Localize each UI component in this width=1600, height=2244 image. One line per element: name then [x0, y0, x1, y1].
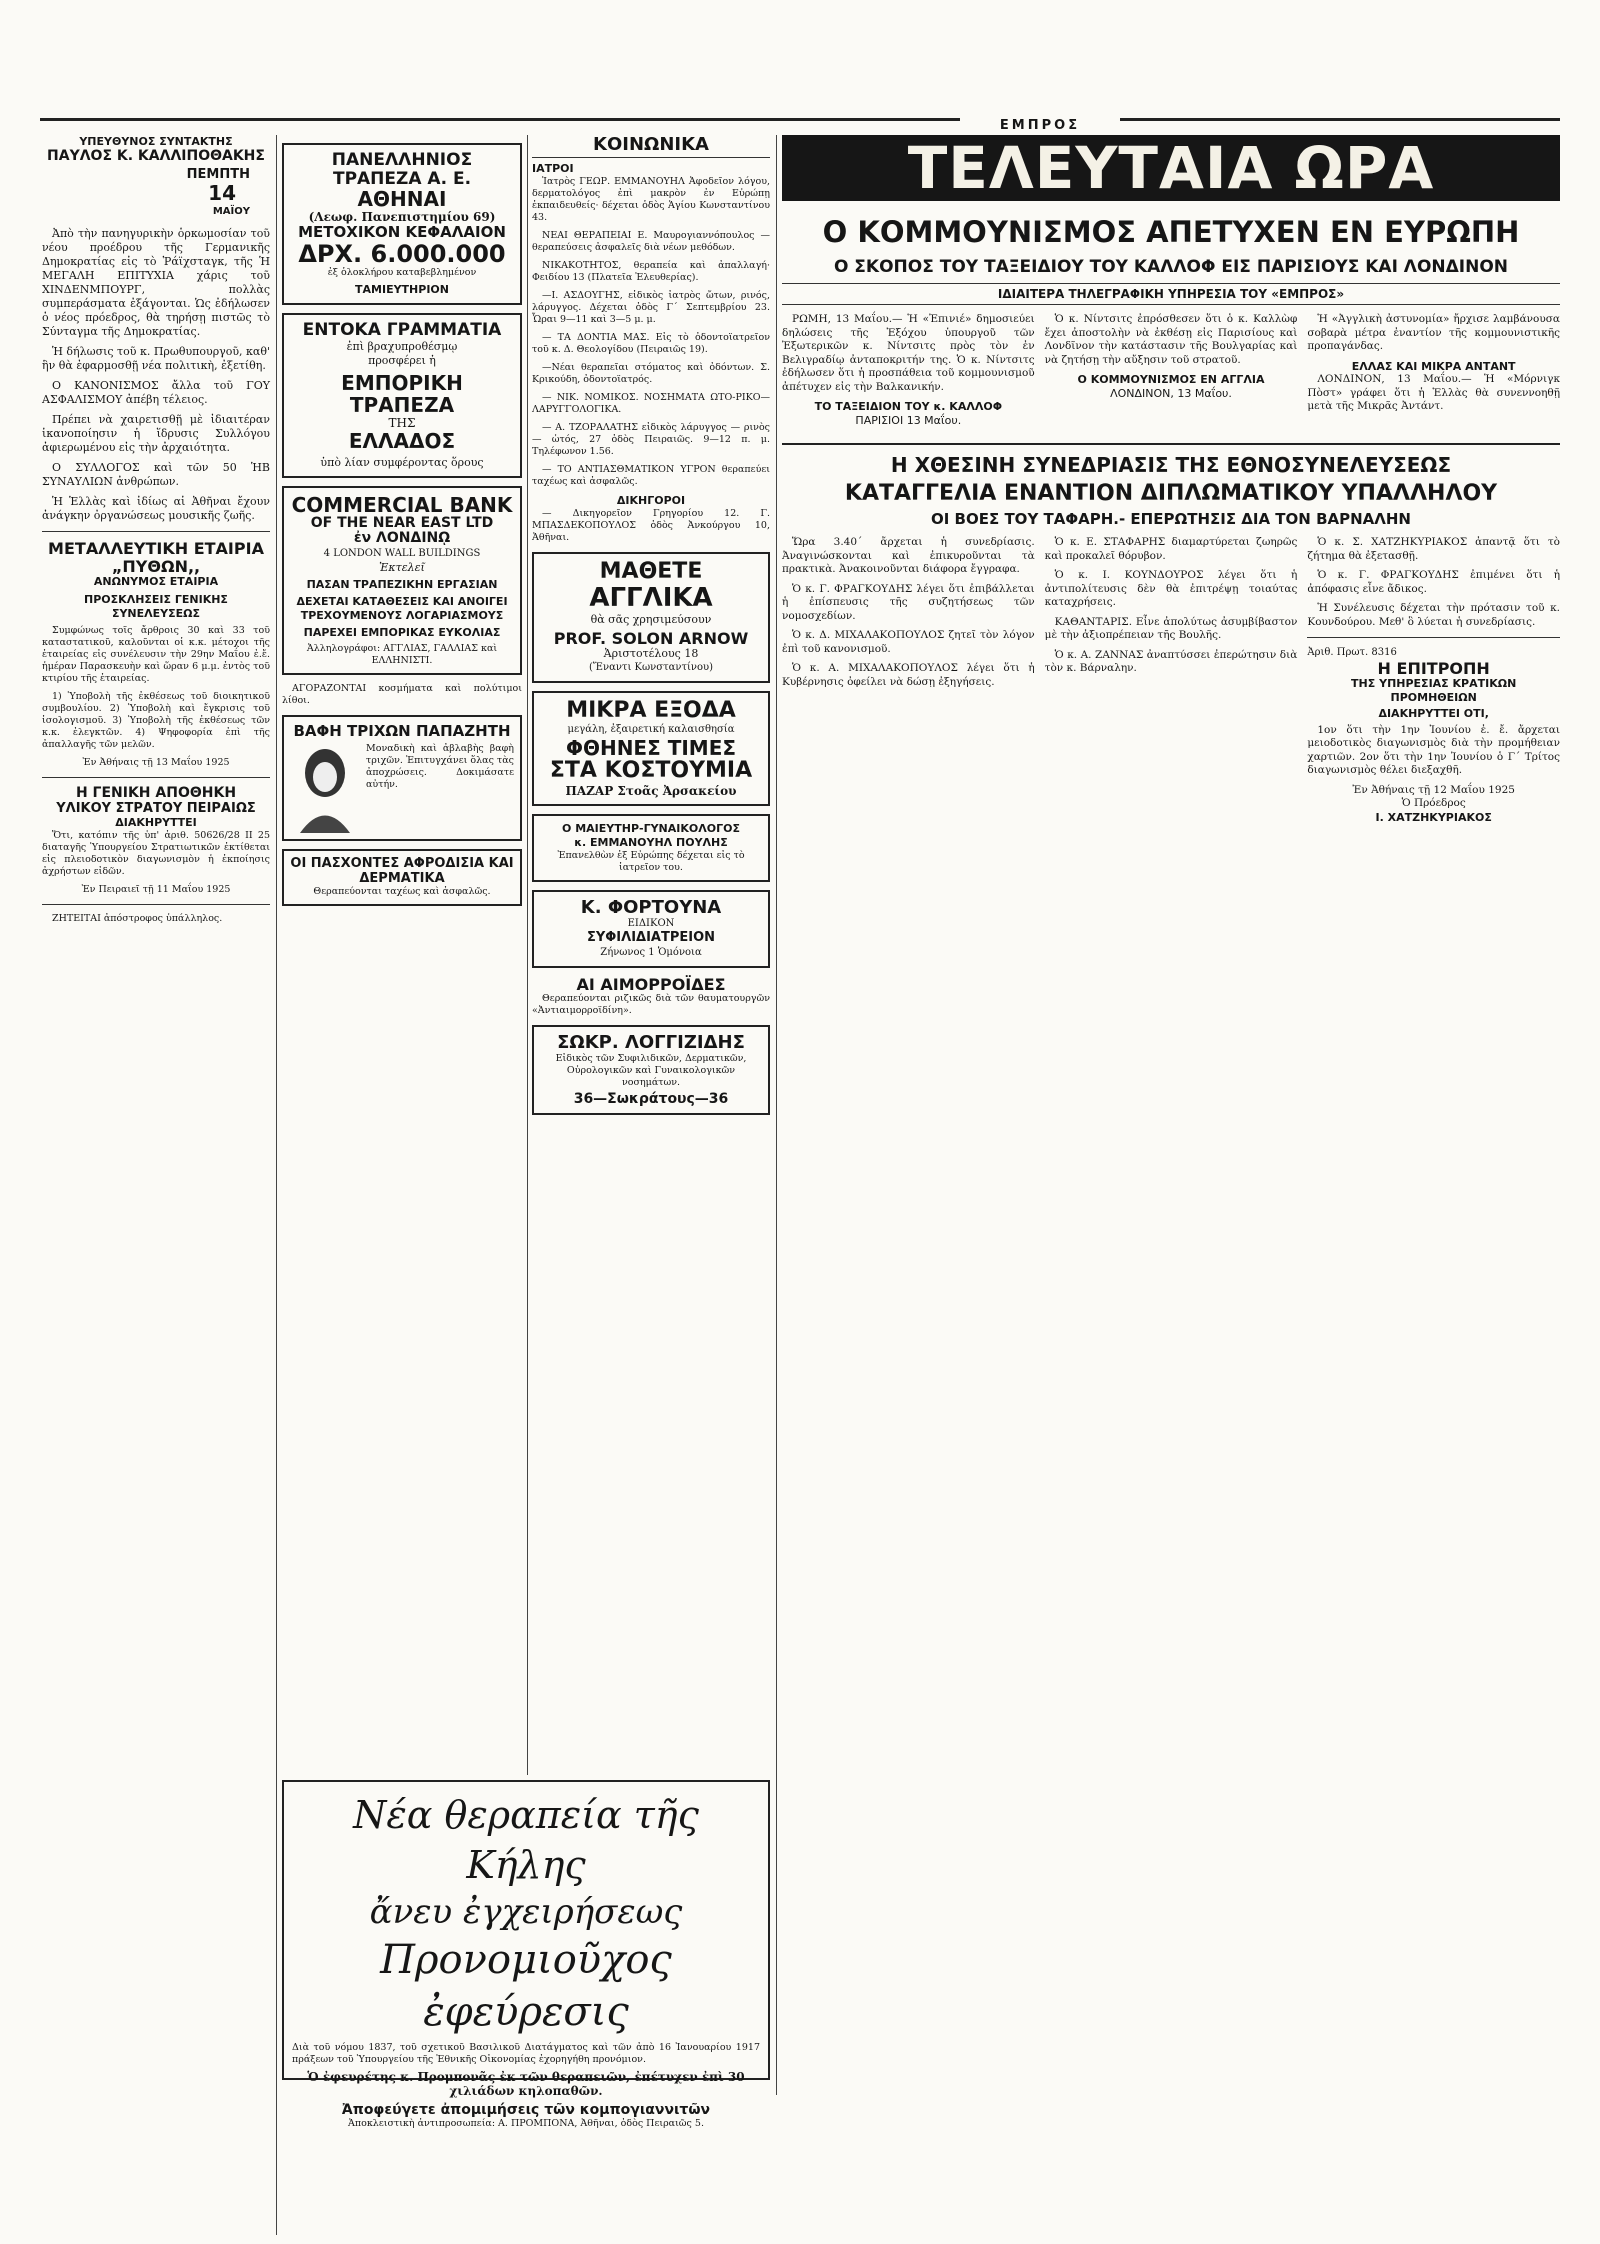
doctor-listing: ΝΕΑΙ ΘΕΡΑΠΕΙΑΙ Ε. Μαυρογιαννόπουλος — θεραπεύσεις ἀσφαλεῖς διὰ νέων μεθόδων. — [532, 229, 770, 253]
dispatch-text: ΛΟΝΔΙΝΟΝ, 13 Μαΐου.— Ἡ «Μόρνιγκ Πὸστ» γράφει ὅτι ἡ Ἑλλὰς θὰ συνεννοηθῇ μετὰ τῆς Μικρᾶς Ἀντάντ. — [1307, 373, 1561, 412]
depot-subtitle: ΥΛΙΚΟΥ ΣΤΡΑΤΟΥ ΠΕΙΡΑΙΩΣ — [56, 800, 256, 816]
bank-address: (Λεωφ. Πανεπιστημίου 69) — [308, 210, 496, 225]
fortouna-ad — [532, 890, 770, 968]
paragraph: Ο ΣΥΛΛΟΓΟΣ καὶ τῶν 50 ἩΒ ΣΥΝΑΥΛΙΩΝ ἀνθρώπων. — [42, 461, 270, 488]
ad-line: ἐπὶ βραχυπροθέσμῳ — [346, 339, 458, 353]
commercial-bank-greece-ad — [282, 313, 522, 478]
paragraph: Ἡ Ἑλλὰς καὶ ἰδίως αἱ Ἀθῆναι ἔχουν ἀνάγκην ὀργανώσεως μουσικῆς ζωῆς. — [42, 495, 270, 522]
ad-text: Εἰδικὸς τῶν Συφιλιδικῶν, Δερματικῶν, Οὐρολογικῶν καὶ Γυναικολογικῶν νοσημάτων. — [555, 1053, 747, 1089]
bank-subtitle: OF THE NEAR EAST LTD — [310, 514, 494, 531]
main-headline: Ο ΚΟΜΜΟΥΝΙΣΜΟΣ ΑΠΕΤΥΧΕΝ ΕΝ ΕΥΡΩΠΗ — [822, 215, 1520, 249]
editor-name: ΠΑΥΛΟΣ Κ. ΚΑΛΛΙΠΟΘΑΚΗΣ — [47, 148, 265, 164]
column-1 — [42, 135, 270, 2235]
commercial-bank-near-east-ad — [282, 486, 522, 675]
session-paragraph: Ὥρα 3.40΄ ἄρχεται ἡ συνεδρίασις. Ἀναγινώσκονται καὶ ἐπικυροῦνται τὰ πρακτικὰ. Ἀνακοινοῦνται διάφορα ἔγγραφα. — [782, 536, 1035, 575]
ad-line: μεγάλη, ἐξαιρετική καλαισθησία — [567, 724, 735, 736]
ad-title: Ο ΜΑΙΕΥΤΗΡ-ΓΥΝΑΙΚΟΛΟΓΟΣ — [562, 821, 740, 835]
bank-city: ἐν ΛΟΝΔΙΝῼ — [353, 530, 451, 547]
ad-text: Ἐπανελθὼν ἐξ Εὐρώπης δέχεται εἰς τὸ ἰατρεῖον του. — [557, 849, 745, 873]
doctor-listing: — ΤΟ ΑΝΤΙΑΣΘΜΑΤΙΚΟΝ ΥΓΡΟΝ θεραπεύει ταχέως καὶ ἀσφαλῶς. — [532, 463, 770, 487]
lawyer-listing: — Δικηγορεῖον Γρηγορίου 12. Γ. ΜΠΑΣΔΕΚΟΠΟΥΛΟΣ ὁδὸς Ἀνκούργου 10, Ἀθῆναι. — [532, 507, 770, 543]
sub-headline: Ο ΣΚΟΠΟΣ ΤΟΥ ΤΑΞΕΙΔΙΟΥ ΤΟΥ ΚΑΛΛΟΦ ΕΙΣ ΠΑΡΙΣΙΟΥΣ ΚΑΙ ΛΟΝΔΙΝΟΝ — [833, 257, 1509, 277]
session-paragraph: Ὁ κ. Ι. ΚΟΥΝΔΟΥΡΟΣ λέγει ὅτι ἡ ἀντιπολίτευσις δὲν θὰ ἐπιτρέψῃ τοιαύτας καταχρήσεις. — [1044, 569, 1298, 608]
classified-note: ΖΗΤΕΙΤΑΙ ἀπόστροφος ὑπάλληλος. — [52, 912, 223, 924]
ad-line: ΣΤΑ ΚΟΣΤΟΥΜΙΑ — [549, 758, 753, 784]
session-subheadline-2: ΟΙ ΒΟΕΣ ΤΟΥ ΤΑΦΑΡΗ.- ΕΠΕΡΩΤΗΣΙΣ ΔΙΑ ΤΟΝ ΒΑΡΝΑΛΗΝ — [931, 510, 1411, 528]
ad-headline: Νέα θεραπεία τῆς Κήλης — [353, 1793, 699, 1887]
telegraph-service: ΙΔΙΑΙΤΕΡΑ ΤΗΛΕΓΡΑΦΙΚΗ ΥΠΗΡΕΣΙΑ ΤΟΥ «ΕΜΠΡΟΣ» — [782, 283, 1560, 305]
ad-address: Ζήνωνος 1 Ὁμόνοια — [600, 946, 702, 958]
dispatch-heading: ΕΛΛΑΣ ΚΑΙ ΜΙΚΡΑ ΑΝΤΑΝΤ — [1351, 359, 1516, 373]
latest-news-section — [782, 135, 1560, 2095]
masthead-rule — [40, 118, 1560, 121]
dispatch-dateline: ΠΑΡΙΣΙΟΙ 13 Μαΐου. — [855, 413, 962, 427]
ad-line: θὰ σᾶς χρησιμεύσουν — [590, 612, 712, 626]
dermatology-ad — [282, 849, 522, 906]
ad-text: Μοναδικὴ καὶ ἀβλαβὴς βαφὴ τριχῶν. Ἐπιτυγχάνει ὅλας τὰς ἀποχρώσεις. Δοκιμάσατε αὐτήν. — [366, 743, 514, 791]
ad-contact: Ἀποκλειστικὴ ἀντιπροσωπεία: Α. ΠΡΟΜΠΟΝΑ, Ἀθῆναι, ὁδὸς Πειραιῶς 5. — [348, 2118, 704, 2129]
announcement-number: Ἀριθ. Πρωτ. 8316 — [1307, 647, 1397, 658]
bank-country: ΕΛΛΑΔΟΣ — [348, 428, 456, 453]
bank-deposits: ΔΕΧΕΤΑΙ ΚΑΤΑΘΕΣΕΙΣ ΚΑΙ ΑΝΟΙΓΕΙ ΤΡΕΧΟΥΜΕΝΟΥΣ ΛΟΓΑΡΙΑΣΜΟΥΣ — [296, 594, 508, 622]
depot-text: Ὅτι, κατόπιν τῆς ὑπ' ἀριθ. 50626/28 ΙΙ 25 διαταγῆς Ὑπουργείου Στρατιωτικῶν ἐκτίθεται εἰς πλειοδοτικὸν διαγωνισμὸν ἡ ἐκποίησις ἀχρήστων εἰδῶν. — [42, 829, 270, 877]
ad-text: Διὰ τοῦ νόμου 1837, τοῦ σχετικοῦ Βασιλικοῦ Διατάγματος καὶ τῶν ἀπὸ 16 Ἰανουαρίου 1917 πράξεων τοῦ Ὑπουργείου τῆς Ἐθνικῆς Οἰκονομίας ἐχορηγήθη προνόμιον. — [292, 2042, 760, 2065]
bank-name: ΠΑΝΕΛΛΗΝΙΟΣ ΤΡΑΠΕΖΑ Α. Ε. — [331, 150, 473, 189]
announcement-signatory: Ι. ΧΑΤΖΗΚΥΡΙΑΚΟΣ — [1375, 810, 1492, 824]
depot-announce: ΔΙΑΚΗΡΥΤΤΕΙ — [115, 815, 197, 829]
invitation-heading: ΠΡΟΣΚΛΗΣΕΙΣ ΓΕΝΙΚΗΣ ΣΥΝΕΛΕΥΣΕΩΣ — [84, 593, 228, 621]
session-headline: Η ΧΘΕΣΙΝΗ ΣΥΝΕΔΡΙΑΣΙΣ ΤΗΣ ΕΘΝΟΣΥΝΕΛΕΥΣΕΩΣ — [782, 443, 1560, 477]
paragraph: Ἀπὸ τὴν πανηγυρικὴν ὁρκωμοσίαν τοῦ νέου προέδρου τῆς Γερμανικῆς Δημοκρατίας εἰς τὸ Ῥάϊχσταγκ, τῆς Ἡ ΜΕΓΑΛΗ ΕΠΙΤΥΧΙΑ χάρις τοῦ ΧΙΝΔΕΝΜΠΟΥΡΓ, πολλὰς συμπεράσματα ἐξάγονται. Ὡς ἐδήλωσεν ὁ νέος πρόεδρος, θὰ τηρήσῃ πιστῶς τὸ Σύνταγμα τῆς Δημοκρατίας. — [42, 227, 270, 338]
ad-line: ΜΑΘΕΤΕ — [599, 558, 703, 584]
social-heading: ΚΟΙΝΩΝΙΚΑ — [532, 135, 770, 158]
ad-line: ΦΘΗΝΕΣ ΤΙΜΕΣ — [565, 736, 737, 761]
ad-title: ΒΑΦΗ ΤΡΙΧΩΝ ΠΑΠΑΖΗΤΗ — [293, 721, 511, 740]
ad-line: ΣΥΦΙΛΙΔΙΑΤΡΕΙΟΝ — [586, 930, 716, 946]
month-label: ΜΑΪΟΥ — [212, 206, 250, 217]
company-title: ΜΕΤΑΛΛΕΥΤΙΚΗ ΕΤΑΙΡΙΑ „ΠΥΘΩΝ,, — [48, 539, 264, 576]
ad-line: ΑΓΓΛΙΚΑ — [589, 582, 713, 613]
announcement-date: Ἐν Ἀθήναις τῇ 12 Μαΐου 1925 — [1352, 783, 1515, 796]
dispatch-dateline: ΛΟΝΔΙΝΟΝ, 13 Μαΐου. — [1110, 386, 1232, 400]
ad-line: ΠΑΖΑΡ Στοᾶς Ἀρσακείου — [565, 783, 737, 798]
announcement-act: ΔΙΑΚΗΡΥΤΤΕΙ ΟΤΙ, — [1378, 707, 1489, 721]
session-paragraph: Ὁ κ. Δ. ΜΙΧΑΛΑΚΟΠΟΥΛΟΣ ζητεῖ τὸν λόγον ἐπὶ τοῦ κανονισμοῦ. — [782, 629, 1035, 655]
announcement-role: Ὁ Πρόεδρος — [1401, 797, 1466, 810]
ad-line: προσφέρει ἡ — [368, 353, 436, 367]
ad-line: ὑπὸ λίαν συμφέροντας ὅρους — [320, 455, 484, 469]
ad-warning: Ἀποφεύγετε ἀπομιμήσεις τῶν κομπογιαννιτῶν — [341, 2102, 711, 2118]
latest-news-banner: ΤΕΛΕΥΤΑΙΑ ΩΡΑ — [782, 135, 1560, 201]
divider — [42, 904, 270, 905]
bank-name: ΕΜΠΟΡΙΚΗ ΤΡΑΠΕΖΑ — [341, 370, 463, 417]
doctor-listing: — ΤΑ ΔΟΝΤΙΑ ΜΑΣ. Εἰς τὸ ὀδοντοϊατρεῖον τοῦ κ. Δ. Θεολογίδου (Πειραιῶς 19). — [532, 331, 770, 355]
haemorrhoids-text: Θεραπεύονται ριζικῶς διὰ τῶν θαυματουργῶν «Ἀντιαιμορροϊδίνη». — [532, 993, 770, 1017]
tailor-ad — [532, 691, 770, 805]
buy-note: ΑΓΟΡΑΖΟΝΤΑΙ κοσμήματα καὶ πολύτιμοι λίθοι. — [282, 682, 522, 706]
dispatch-columns — [782, 313, 1560, 427]
session-columns — [782, 536, 1560, 824]
session-subheadline: ΚΑΤΑΓΓΕΛΙΑ ΕΝΑΝΤΙΟΝ ΔΙΠΛΩΜΑΤΙΚΟΥ ΥΠΑΛΛΗΛΟΥ — [844, 481, 1498, 506]
announcement-title: Η ΕΠΙΤΡΟΠΗ — [1377, 658, 1490, 678]
day-label: ΠΕΜΠΤΗ — [186, 167, 250, 182]
savings-label: ΤΑΜΙΕΥΤΗΡΙΟΝ — [355, 283, 449, 297]
session-paragraph: Ὁ κ. Α. ΖΑΝΝΑΣ ἀναπτύσσει ἐπερώτησιν διὰ τὸν κ. Βάρναλην. — [1044, 648, 1298, 674]
divider — [42, 777, 270, 778]
ad-line: Ἑκτελεῖ — [379, 560, 425, 574]
ad-title: ΣΩΚΡ. ΛΟΓΓΙΖΙΔΗΣ — [557, 1032, 745, 1054]
masthead-title: ΕΜΠΡΟΣ — [960, 118, 1120, 133]
capital-amount: ΔΡΧ. 6.000.000 — [298, 239, 506, 268]
english-lessons-ad — [532, 552, 770, 683]
gynecologist-ad — [532, 814, 770, 882]
capital-label: ΜΕΤΟΧΙΚΟΝ ΚΕΦΑΛΑΙΟΝ — [298, 223, 506, 242]
invitation-date: Ἐν Ἀθήναις τῇ 13 Μαΐου 1925 — [82, 757, 230, 769]
column-rule — [776, 135, 777, 2095]
session-paragraph: ΚΑΘΑΝΤΑΡΙΣ. Εἶνε ἀπολύτως ἀσυμβίβαστον μὲ τὴν ἀξιοπρέπειαν τῆς Βουλῆς. — [1044, 615, 1298, 641]
announcement-subtitle: ΤΗΣ ΥΠΗΡΕΣΙΑΣ ΚΡΑΤΙΚΩΝ ΠΡΟΜΗΘΕΙΩΝ — [1351, 677, 1517, 704]
doctor-listing: — ΝΙΚ. ΝΟΜΙΚΟΣ. ΝΟΣΗΜΑΤΑ ΩΤΟ-ΡΙΚΟ—ΛΑΡΥΓΓΟΛΟΓΙΚΑ. — [532, 391, 770, 415]
ad-title: Κ. ΦΟΡΤΟΥΝΑ — [580, 896, 722, 918]
session-paragraph: Ὁ κ. Σ. ΧΑΤΖΗΚΥΡΙΑΚΟΣ ἀπαντᾷ ὅτι τὸ ζήτημα θὰ ἐξετασθῇ. — [1307, 536, 1561, 562]
capital-paid: ἐξ ὁλοκλήρου καταβεβλημένον — [327, 267, 477, 279]
ad-text: Θεραπεύονται ταχέως καὶ ἀσφαλῶς. — [313, 885, 491, 897]
column-rule — [276, 135, 277, 2235]
dispatch-text: Ὁ κ. Νίντσιτς ἐπρόσθεσεν ὅτι ὁ κ. Καλλὼφ ἔχει ἀποστολὴν νὰ ἐκθέσῃ εἰς Παρισίους καὶ Λονδῖνον τὴν κατάστασιν τῆς Βουλγαρίας καὶ νὰ ζητήσῃ τὴν αὔξησιν τοῦ στρατοῦ. — [1044, 313, 1298, 366]
divider — [1307, 637, 1560, 638]
session-paragraph: Ἡ Συνέλευσις δέχεται τὴν πρότασιν τοῦ κ. Κουνδούρου. Μεθ' ὃ λύεται ἡ συνεδρίασις. — [1307, 602, 1561, 628]
dispatch-heading: Ο ΚΟΜΜΟΥΝΙΣΜΟΣ ΕΝ ΑΓΓΛΙΑ — [1077, 373, 1265, 386]
date-number: 14 — [208, 181, 236, 205]
bank-name: COMMERCIAL BANK — [291, 492, 513, 517]
paragraph: Ἡ δήλωσις τοῦ κ. Πρωθυπουργοῦ, καθ' ἣν θὰ ἐφαρμοσθῇ νέα πολιτικὴ, ἐξετίθη. — [42, 345, 270, 372]
ad-headline: Προνομιοῦχος ἐφεύρεσις — [380, 1937, 672, 2035]
hair-dye-ad — [282, 715, 522, 842]
invitation-items: 1) Ὑποβολὴ τῆς ἐκθέσεως τοῦ διοικητικοῦ συμβουλίου. 2) Ὑποβολὴ καὶ ἔγκρισις τοῦ ἰσολογισμοῦ. 3) Ὑποβολὴ τῆς ἐκθέσεως τῶν κ.κ. ἐλεγκτῶν. 4) Ψηφοφορία ἐπὶ τῆς ἀπαλλαγῆς τῶν μελῶν. — [42, 691, 270, 751]
ad-address: 36—Σωκράτους—36 — [573, 1091, 729, 1108]
session-paragraph: Ὁ κ. Γ. ΦΡΑΓΚΟΥΔΗΣ ἐπιμένει ὅτι ἡ ἀπόφασις εἶνε ἄδικος. — [1307, 569, 1561, 595]
dispatch-text: ΡΩΜΗ, 13 Μαΐου.— Ἡ «Ἐπινιέ» δημοσιεύει δηλώσεις τῆς Ἐξόχου ὑπουργοῦ τῶν Ἐξωτερικῶν κ. Νίντσιτς πρὸς τὸν ἐν Βελιγραδίῳ ἀνταποκριτήν της. Ὁ κ. Νίντσιτς ἐδήλωσεν ὅτι ἡ προσπάθεια τοῦ κομμουνισμοῦ ἀπέτυχεν εἰς τὴν Βαλκανικήν. — [782, 313, 1035, 393]
doctor-listing: —Νέαι θεραπεῖαι στόματος καὶ ὀδόντων. Σ. Κρικούδη, ὀδοντοϊατρός. — [532, 361, 770, 385]
column-rule — [527, 135, 528, 1775]
bank-address: 4 LONDON WALL BUILDINGS — [323, 547, 481, 559]
lawyers-heading: ΔΙΚΗΓΟΡΟΙ — [616, 493, 686, 507]
bank-city: ΑΘΗΝΑΙ — [357, 187, 447, 212]
ad-line: ΜΙΚΡΑ ΕΞΟΔΑ — [566, 698, 736, 724]
ad-headline: ἄνευ ἐγχειρήσεως — [369, 1892, 683, 1932]
announcement-text: 1ον ὅτι τὴν 1ην Ἰουνίου ἐ. ἔ. ἄρχεται μειοδοτικὸς διαγωνισμὸς διὰ τὴν προμήθειαν χαρτιῶν. 2ον ὅτι τὴν 1ην Ἰουνίου ὁ Γ΄ Τρίτος διαγωνισμὸς θέλει διεξαχθῆ. — [1307, 723, 1561, 777]
logizidis-ad — [532, 1025, 770, 1115]
haemorrhoids-title: ΑΙ ΑΙΜΟΡΡΟΪΔΕΣ — [576, 974, 726, 994]
ad-line: ΕΙΔΙΚΟΝ — [627, 918, 675, 930]
ad-line: ΕΝΤΟΚΑ ΓΡΑΜΜΑΤΙΑ — [302, 320, 502, 341]
depot-title: Η ΓΕΝΙΚΗ ΑΠΟΘΗΚΗ — [75, 785, 237, 802]
teacher-name: PROF. SOLON ARNOW — [553, 628, 749, 648]
doctor-listing: — Α. ΤΖΟΡΑΛΑΤΗΣ εἰδικὸς λάρυγγος — ρινὸς — ὠτός, 27 ὁδὸς Πειραιῶς. 9—12 π. μ. Τηλέφωνον 1.56. — [532, 421, 770, 457]
session-paragraph: Ὁ κ. Α. ΜΙΧΑΛΑΚΟΠΟΥΛΟΣ λέγει ὅτι ἡ Κυβέρνησις ὀφείλει νὰ δώσῃ ἐξηγήσεις. — [782, 662, 1035, 688]
depot-date: Ἐν Πειραιεῖ τῇ 11 Μαΐου 1925 — [81, 883, 231, 895]
doctor-listing: —Ι. ΑΣΔΟΥΓΗΣ, εἰδικὸς ἰατρὸς ὤτων, ρινός, λάρυγγος. Δέχεται ὁδὸς Γ΄ Σεπτεμβρίου 23. Ὧραι 9—11 καὶ 3—5 μ. μ. — [532, 289, 770, 325]
doctor-name: κ. ΕΜΜΑΝΟΥΗΛ ΠΟΥΛΗΣ — [574, 835, 728, 849]
bank-services: ΠΑΣΑΝ ΤΡΑΠΕΖΙΚΗΝ ΕΡΓΑΣΙΑΝ — [306, 577, 498, 591]
paragraph: Ο ΚΑΝΟΝΙΣΜΟΣ ἄλλα τοῦ ΓΟΥ ΑΣΦΑΛΙΣΜΟΥ ἀπέβη τέλειος. — [42, 379, 270, 406]
session-paragraph: Ὁ κ. Γ. ΦΡΑΓΚΟΥΔΗΣ λέγει ὅτι ἐπιβάλλεται ἡ ἐπίσπευσις τῆς συζητήσεως τῶν νομοσχεδίων. — [782, 582, 1035, 622]
session-paragraph: Ὁ κ. Ε. ΣΤΑΦΑΡΗΣ διαμαρτύρεται ζωηρῶς καὶ προκαλεῖ θόρυβον. — [1044, 536, 1298, 562]
editor-label: ΥΠΕΥΘΥΝΟΣ ΣΥΝΤΑΚΤΗΣ — [79, 135, 233, 148]
doctor-listing: ΝΙΚΑΚΟΤΗΤΟΣ, θεραπεία καὶ ἀπαλλαγή· Φειδίου 13 (Πλατεῖα Ἐλευθερίας). — [532, 259, 770, 283]
dispatch-heading: ΤΟ ΤΑΞΕΙΔΙΟΝ ΤΟΥ κ. ΚΑΛΛΟΦ — [814, 400, 1003, 413]
dispatch-text: Ἡ «Ἀγγλικὴ ἀστυνομία» ἤρχισε λαμβάνουσα σοβαρὰ μέτρα ἐναντίον τῆς κομμουνιστικῆς προπαγάνδας. — [1307, 313, 1561, 352]
paragraph: Πρέπει νὰ χαιρετισθῇ μὲ ἰδιαιτέραν ἱκανοποίησιν ἡ ἵδρυσις Συλλόγου ἀφιερωμένου εἰς τὴν ἀρχαιότητα. — [42, 413, 270, 454]
teacher-address: Ἀριστοτέλους 18 — [603, 647, 699, 661]
ad-highlight: Ὁ ἐφευρέτης κ. Προμπονᾶς ἐκ τῶν θεραπειῶν, ἐπέτυχεν ἐπὶ 30 χιλιάδων κηλοπαθῶν. — [307, 2070, 745, 2098]
company-subtitle: ΑΝΩΝΥΜΟΣ ΕΤΑΙΡΙΑ — [93, 575, 219, 589]
ad-line: ΤΗΣ — [388, 415, 416, 430]
ad-title: ΟΙ ΠΑΣΧΟΝΤΕΣ ΑΦΡΟΔΙΣΙΑ ΚΑΙ ΔΕΡΜΑΤΙΚΑ — [290, 856, 514, 886]
doctors-heading: ΙΑΤΡΟΙ — [532, 161, 574, 175]
bank-facilities: ΠΑΡΕΧΕΙ ΕΜΠΟΡΙΚΑΣ ΕΥΚΟΛΙΑΣ — [303, 625, 501, 639]
address-note: (Ἔναντι Κωνσταντίνου) — [589, 662, 713, 674]
panhellenic-bank-ad — [282, 143, 522, 305]
invitation-text: Συμφώνως τοῖς ἄρθροις 30 καὶ 33 τοῦ καταστατικοῦ, καλοῦνται οἱ κ.κ. μέτοχοι τῆς ἑταιρείας εἰς συνέλευσιν τὴν 29ην Μαΐου ἐ.ἔ. ἡμέραν Παρασκευὴν καὶ ὥραν 6 μ.μ. ἐντὸς τοῦ κτιρίου τῆς ἑταιρείας. — [42, 625, 270, 685]
doctor-listing: Ἰατρὸς ΓΕΩΡ. ΕΜΜΑΝΟΥΗΛ Ἀφοδεῖον λόγου, δερματολόγος ἐπὶ μακρὸν ἐν Εὐρώπῃ ἐκπαιδευθείς· δέχεται ὁδὸς Ἁγίου Κωνσταντίνου 43. — [532, 175, 770, 223]
bank-agents: Ἀλληλογράφοι: ΑΓΓΛΙΑΣ, ΓΑΛΛΙΑΣ καὶ ΕΛΛΗΝΙΣΤΙ. — [306, 642, 498, 666]
portrait-illustration-icon — [290, 743, 360, 833]
divider — [42, 531, 270, 532]
hernia-treatment-ad — [282, 1780, 770, 2129]
